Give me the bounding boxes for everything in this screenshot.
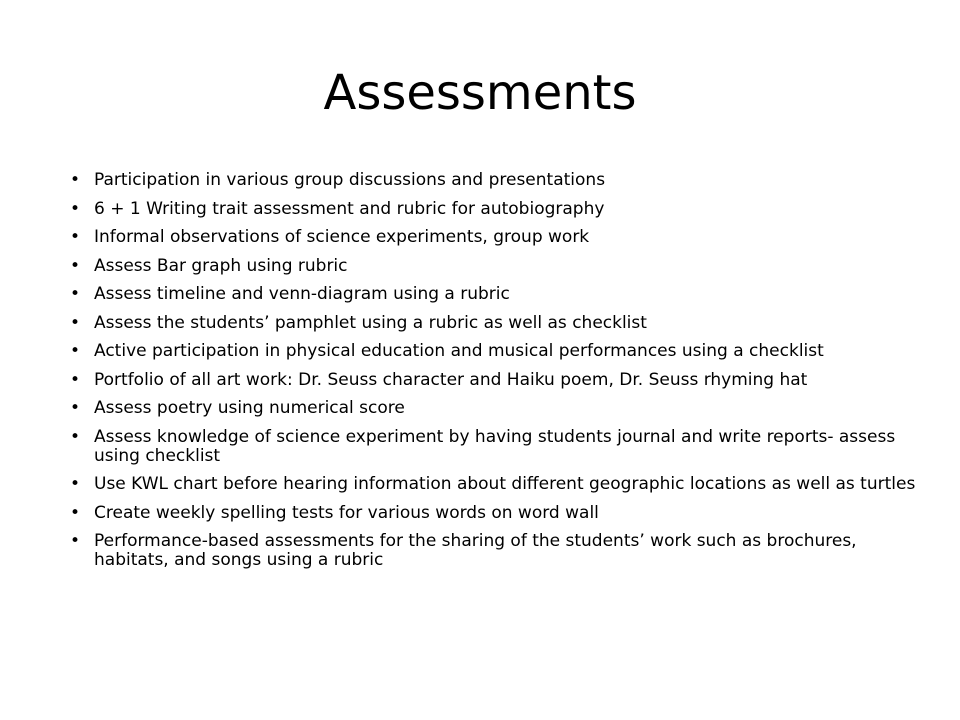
bullet-item: • Assess the students’ pamphlet using a rubric as well as checklist [70,314,920,333]
bullet-item: • Assess timeline and venn-diagram using a rubric [70,285,920,304]
bullet-item: • Assess poetry using numerical score [70,399,920,418]
bullet-item: • Create weekly spelling tests for various words on word wall [70,504,920,523]
bullet-item: • Portfolio of all art work: Dr. Seuss character and Haiku poem, Dr. Seuss rhyming hat [70,371,920,390]
bullet-item: • Assess Bar graph using rubric [70,257,920,276]
bullet-item: • 6 + 1 Writing trait assessment and rubric for autobiography [70,200,920,219]
bullet-list [70,171,920,580]
bullet-item: • Active participation in physical education and musical performances using a checklist [70,342,920,361]
bullet-item: • Performance-based assessments for the sharing of the students’ work such as brochures, habitats, and songs using a rubric [70,532,920,570]
slide-title: Assessments [323,65,637,121]
bullet-item: • Informal observations of science experiments, group work [70,228,920,247]
bullet-item: • Use KWL chart before hearing information about different geographic locations as well as turtles [70,475,920,494]
bullet-item: • Assess knowledge of science experiment by having students journal and write reports- assess using checklist [70,428,920,466]
bullet-item: • Participation in various group discussions and presentations [70,171,920,190]
